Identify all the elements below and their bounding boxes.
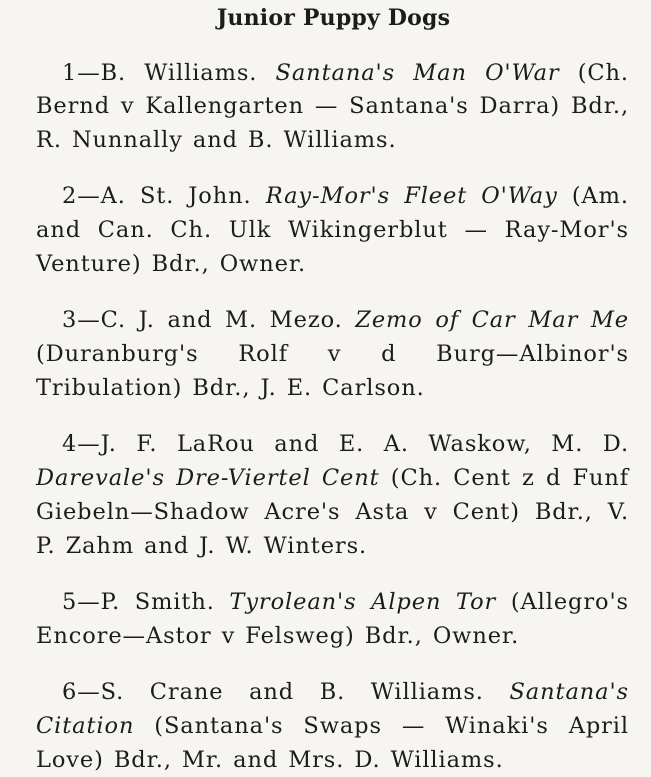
placement-entry: 2—A. St. John. Ray-Mor's Fleet O'Way (Am. and Can. Ch. Ulk Wikingerblut — Ray-Mor's Venture) Bdr., Owner. <box>36 180 629 281</box>
placement-list <box>36 57 629 777</box>
placement-number: 6 <box>62 679 77 705</box>
dog-name: Santana's Man O'War <box>276 60 560 86</box>
exhibitor-name: A. St. John. <box>101 183 252 209</box>
placement-number: 1 <box>62 60 77 86</box>
exhibitor-name: S. Crane and B. Williams. <box>101 679 484 705</box>
dog-name: Zemo of Car Mar Me <box>355 307 629 333</box>
section-heading: Junior Puppy Dogs <box>36 2 629 34</box>
pedigree-breeder: (Allegro's Encore—Astor v Felsweg) Bdr., Owner. <box>36 589 629 649</box>
pedigree-breeder: (Santana's Swaps — Winaki's April Love) Bdr., Mr. and Mrs. D. Williams. <box>36 713 629 773</box>
dog-name: Ray-Mor's Fleet O'Way <box>266 183 558 209</box>
pedigree-breeder: (Ch. Cent z d Funf Giebeln—Shadow Acre's Asta v Cent) Bdr., V. P. Zahm and J. W. Winters. <box>36 465 629 559</box>
placement-entry: 1—B. Williams. Santana's Man O'War (Ch. Bernd v Kallengarten — Santana's Darra) Bdr., R. Nunnally and B. Williams. <box>36 57 629 158</box>
placement-entry: 3—C. J. and M. Mezo. Zemo of Car Mar Me (Duranburg's Rolf v d Burg—Albinor's Tribulation) Bdr., J. E. Carlson. <box>36 304 629 405</box>
exhibitor-name: P. Smith. <box>101 589 215 615</box>
placement-number: 2 <box>62 183 77 209</box>
exhibitor-name: J. F. LaRou and E. A. Waskow, M. D. <box>101 431 629 457</box>
placement-entry: 5—P. Smith. Tyrolean's Alpen Tor (Allegro's Encore—Astor v Felsweg) Bdr., Owner. <box>36 586 629 654</box>
exhibitor-name: B. Williams. <box>101 60 258 86</box>
dog-name: Tyrolean's Alpen Tor <box>229 589 496 615</box>
pedigree-breeder: (Ch. Bernd v Kallengarten — Santana's Darra) Bdr., R. Nunnally and B. Williams. <box>36 60 629 154</box>
placement-number: 5 <box>62 589 77 615</box>
pedigree-breeder: (Duranburg's Rolf v d Burg—Albinor's Tribulation) Bdr., J. E. Carlson. <box>36 341 629 401</box>
placement-entry: 6—S. Crane and B. Williams. Santana's Citation (Santana's Swaps — Winaki's April Love) Bdr., Mr. and Mrs. D. Williams. <box>36 676 629 777</box>
placement-entry: 4—J. F. LaRou and E. A. Waskow, M. D. Darevale's Dre-Viertel Cent (Ch. Cent z d Funf Giebeln—Shadow Acre's Asta v Cent) Bdr., V. P. Zahm and J. W. Winters. <box>36 428 629 563</box>
dog-name: Darevale's Dre-Viertel Cent <box>36 465 380 491</box>
exhibitor-name: C. J. and M. Mezo. <box>101 307 343 333</box>
dog-name: Santana's Citation <box>36 679 629 739</box>
pedigree-breeder: (Am. and Can. Ch. Ulk Wikingerblut — Ray-Mor's Venture) Bdr., Owner. <box>36 183 629 277</box>
placement-number: 4 <box>62 431 77 457</box>
placement-number: 3 <box>62 307 77 333</box>
